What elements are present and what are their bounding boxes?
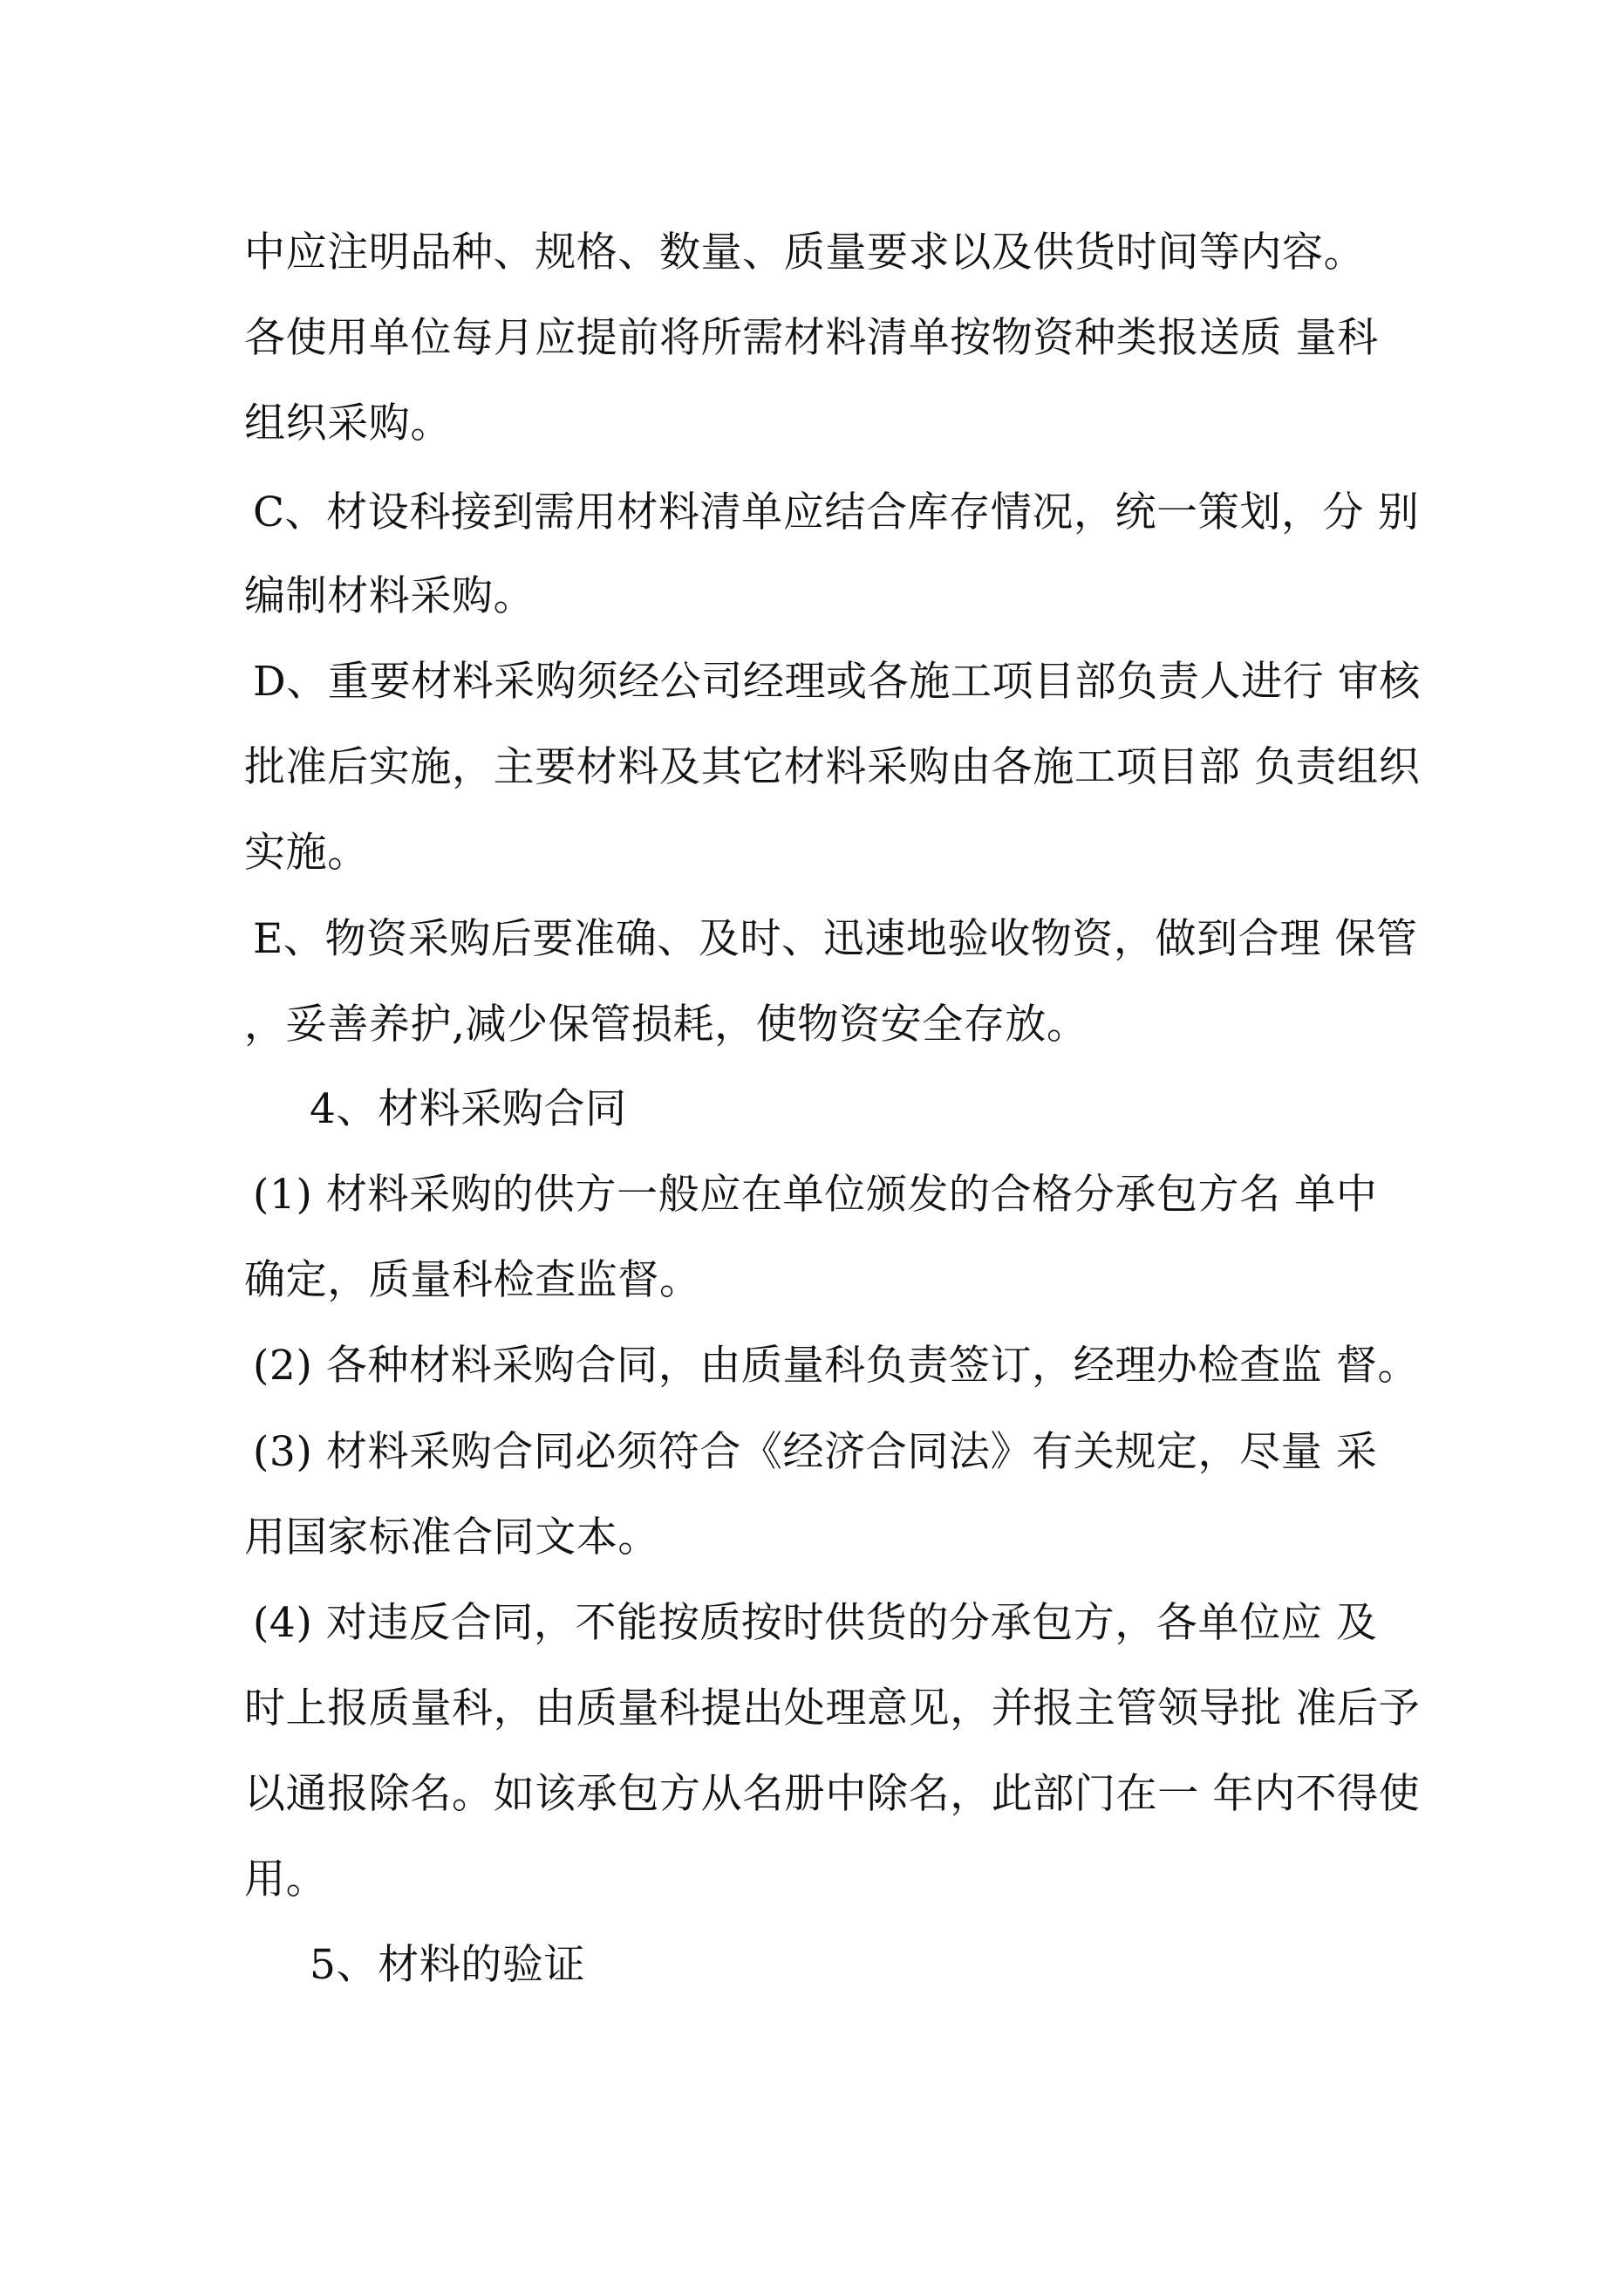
paragraph-line: 编制材料采购。 [244, 572, 535, 620]
paragraph-line: E、物资采购后要准确、及时、迅速地验收物资，做到合理 保管 [253, 915, 1418, 963]
paragraph-line: (1) 材料采购的供方一般应在单位颁发的合格分承包方名 单中 [253, 1171, 1378, 1219]
paragraph-line: 中应注明品种、规格、数量、质量要求以及供货时间等内容。 [244, 229, 1366, 277]
paragraph-line: 用国家标准合同文本。 [244, 1514, 659, 1561]
paragraph-line: 用。 [244, 1855, 328, 1903]
paragraph-line: 批准后实施，主要材料及其它材料采购由各施工项目部 负责组织 [244, 743, 1421, 791]
paragraph-line: 时上报质量科，由质量科提出处理意见，并报主管领导批 准后予 [244, 1684, 1421, 1732]
section-heading: 4、材料采购合同 [310, 1085, 627, 1133]
paragraph-line: 实施。 [244, 829, 369, 877]
paragraph-line: 各使用单位每月应提前将所需材料清单按物资种类报送质 量科 [244, 314, 1379, 362]
paragraph-line: (4) 对违反合同，不能按质按时供货的分承包方，各单位应 及 [253, 1599, 1378, 1647]
paragraph-line: 组织采购。 [244, 400, 452, 448]
paragraph-line: (2) 各种材料采购合同，由质量科负责签订，经理办检查监 督。 [253, 1342, 1420, 1390]
section-heading: 5、材料的验证 [310, 1941, 586, 1989]
paragraph-line: (3) 材料采购合同必须符合《经济合同法》有关规定，尽量 采 [253, 1428, 1378, 1476]
paragraph-line: 以通报除名。如该承包方从名册中除名，此部门在一 年内不得使 [244, 1770, 1421, 1818]
paragraph-line: 确定，质量科检查监督。 [244, 1256, 701, 1304]
paragraph-line: ，妥善养护,减少保管损耗，使物资安全存放。 [244, 1001, 1088, 1049]
paragraph-line: C、材设科接到需用材料清单应结合库存情况，统一策划，分 别 [253, 489, 1420, 536]
paragraph-line: D、重要材料采购须经公司经理或各施工项目部负责人进行 审核 [253, 658, 1422, 706]
